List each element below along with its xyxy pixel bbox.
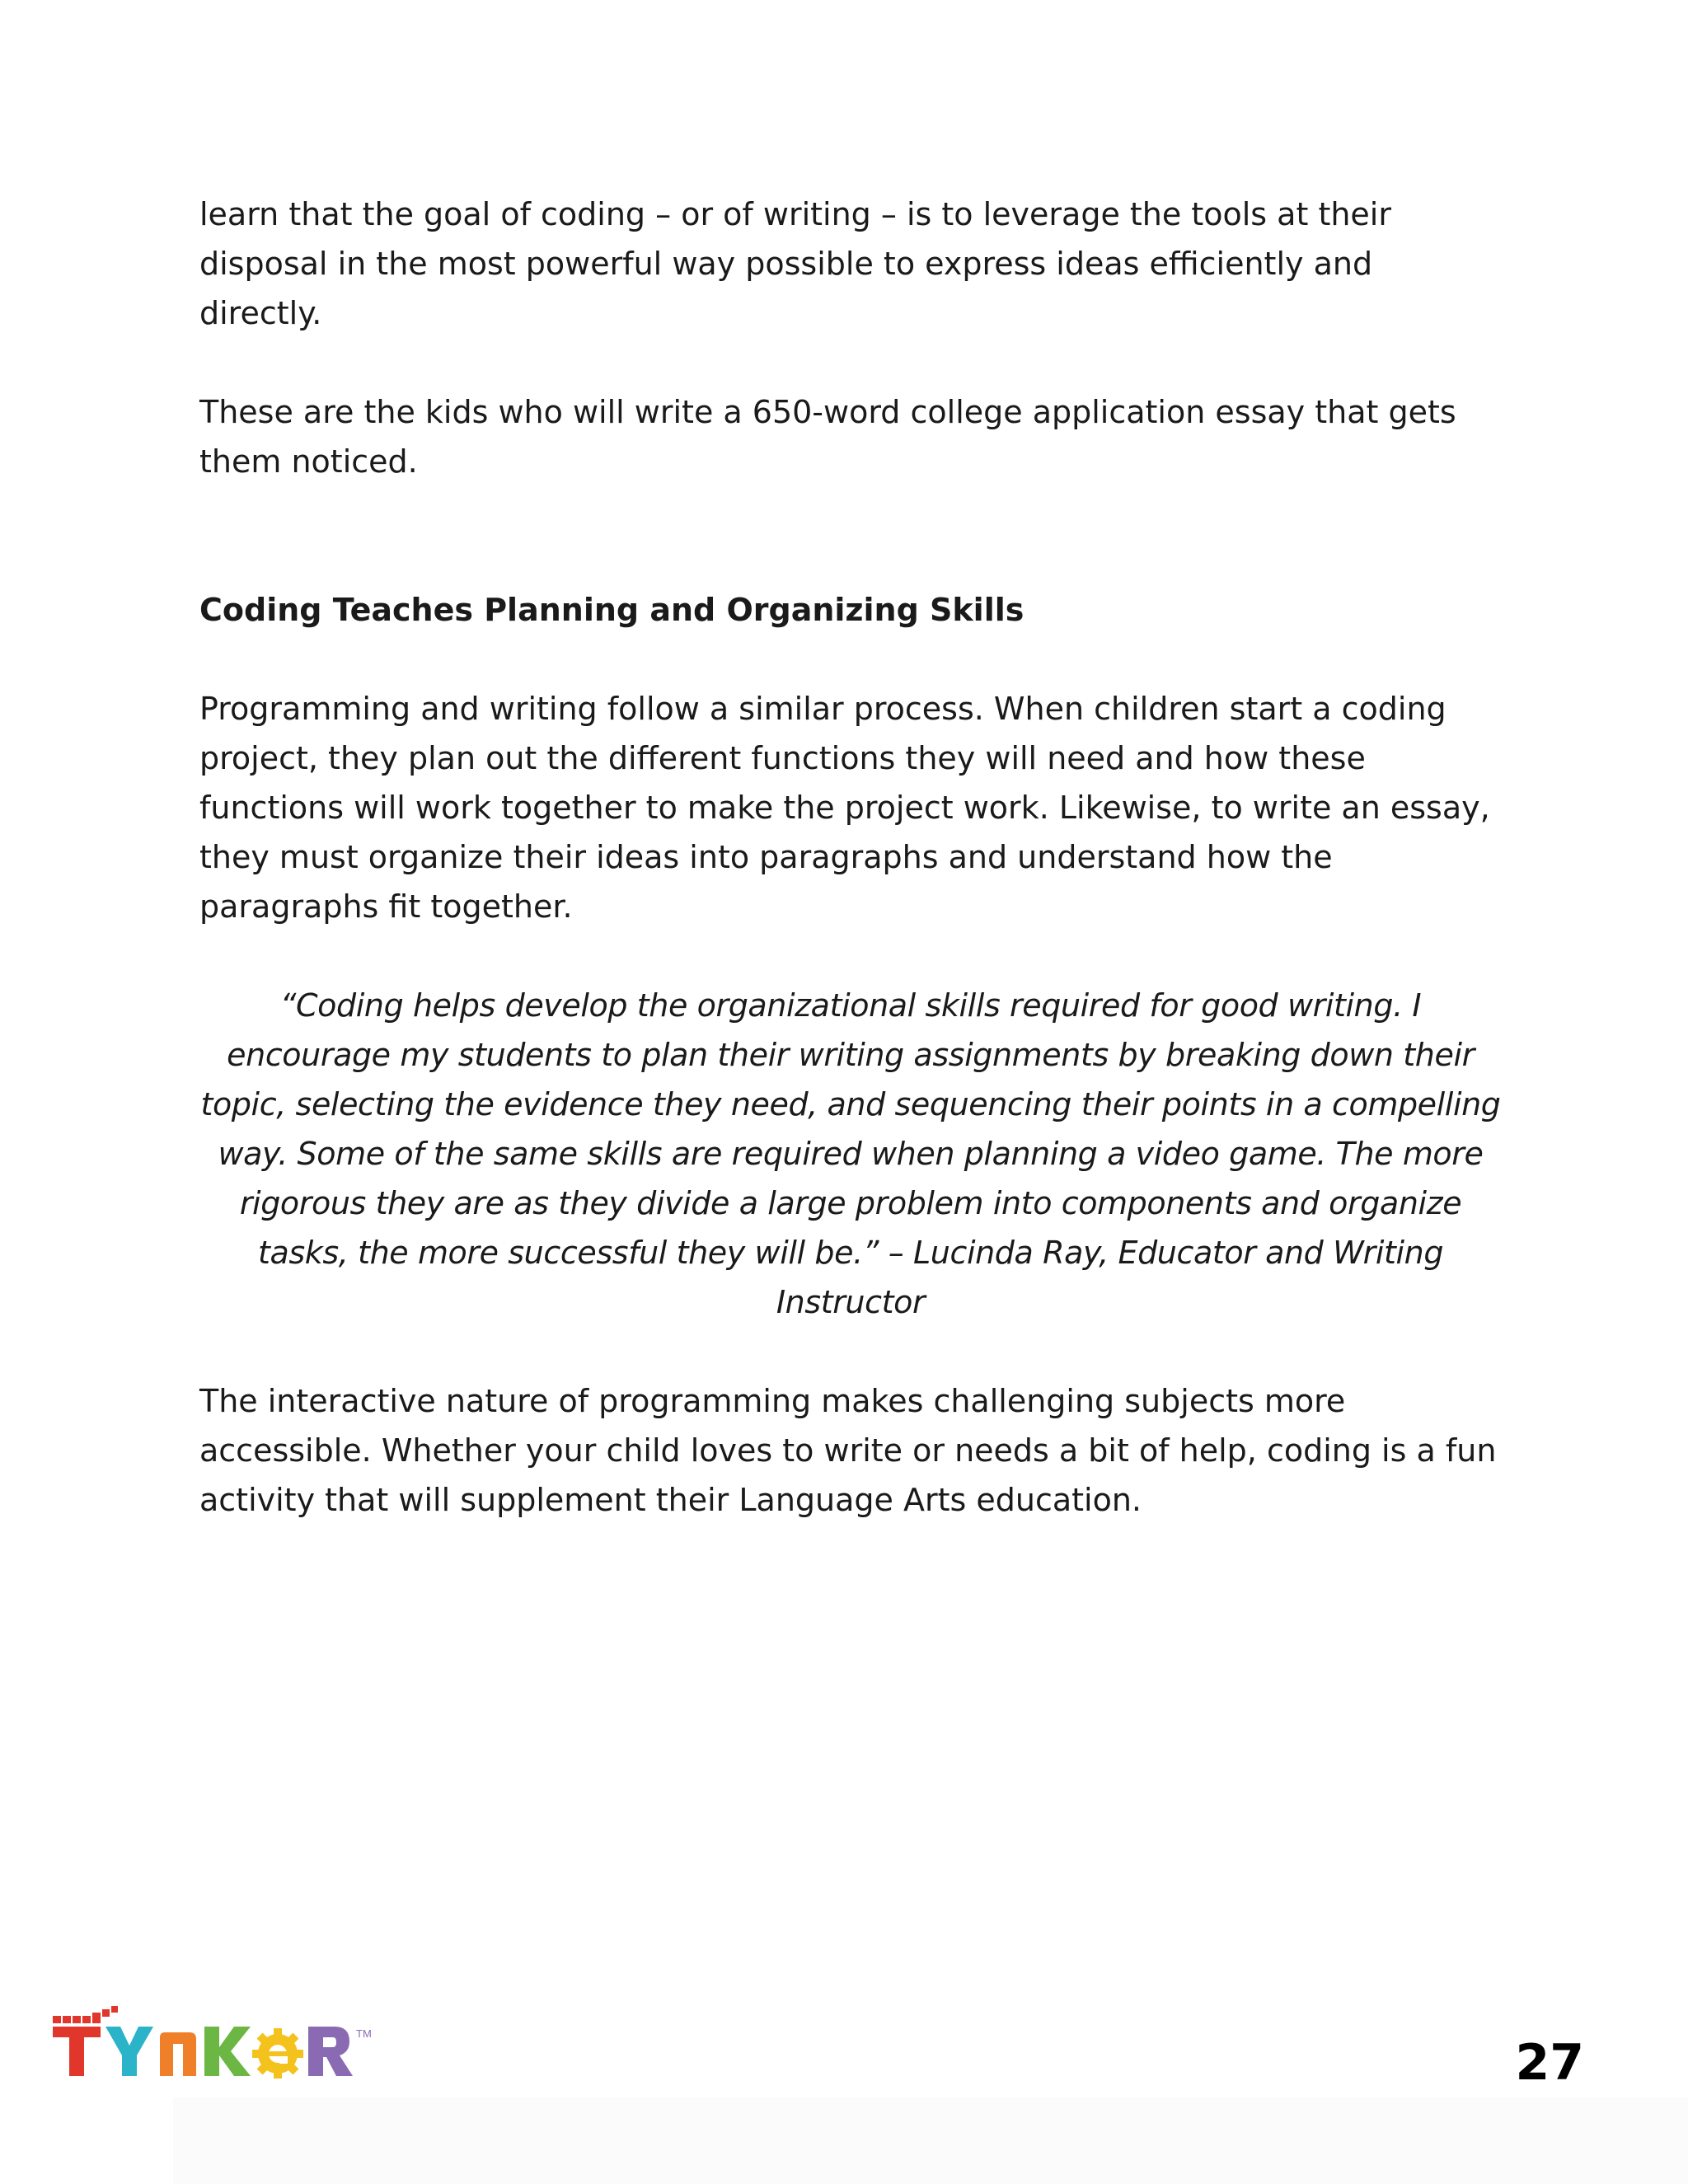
educator-quote: “Coding helps develop the organizational skills required for good writing. I encourage my students to plan their writing assignments by breaking down their topic, selecting the evidence they need, and sequencing their points in a compelling way. Some of the same skills are required when planning a video game. The more rigorous they are as they divide a large problem into components and organize tasks, the more successful they will be.” – Lucinda Ray, Educator and Writing Instructor [200, 987, 1501, 1320]
page-body [199, 190, 1502, 1574]
footer-band [173, 2097, 1688, 2184]
trademark-mark: TM [356, 2027, 372, 2040]
page-number: 27 [1515, 2034, 1584, 2092]
paragraph-coding-goal: learn that the goal of coding – or of writing – is to leverage the tools at their disposal in the most powerful way possible to express ideas efficiently and directly. [199, 196, 1391, 331]
paragraph-interactive-nature: The interactive nature of programming makes challenging subjects more accessible. Whether your child loves to write or needs a bit of help, coding is a fun activity that will supplement their Language Arts education. [199, 1383, 1497, 1518]
paragraph-college-essay: These are the kids who will write a 650-word college application essay that gets them noticed. [199, 394, 1456, 480]
tynker-logo [51, 2004, 389, 2079]
paragraph-planning-process: Programming and writing follow a similar process. When children start a coding project, they plan out the different functions they will need and how these functions will work together to make the project work. Likewise, to write an essay, they must organize their ideas into paragraphs and understand how the paragraphs fit together. [199, 691, 1490, 925]
section-heading: Coding Teaches Planning and Organizing Skills [199, 592, 1025, 628]
